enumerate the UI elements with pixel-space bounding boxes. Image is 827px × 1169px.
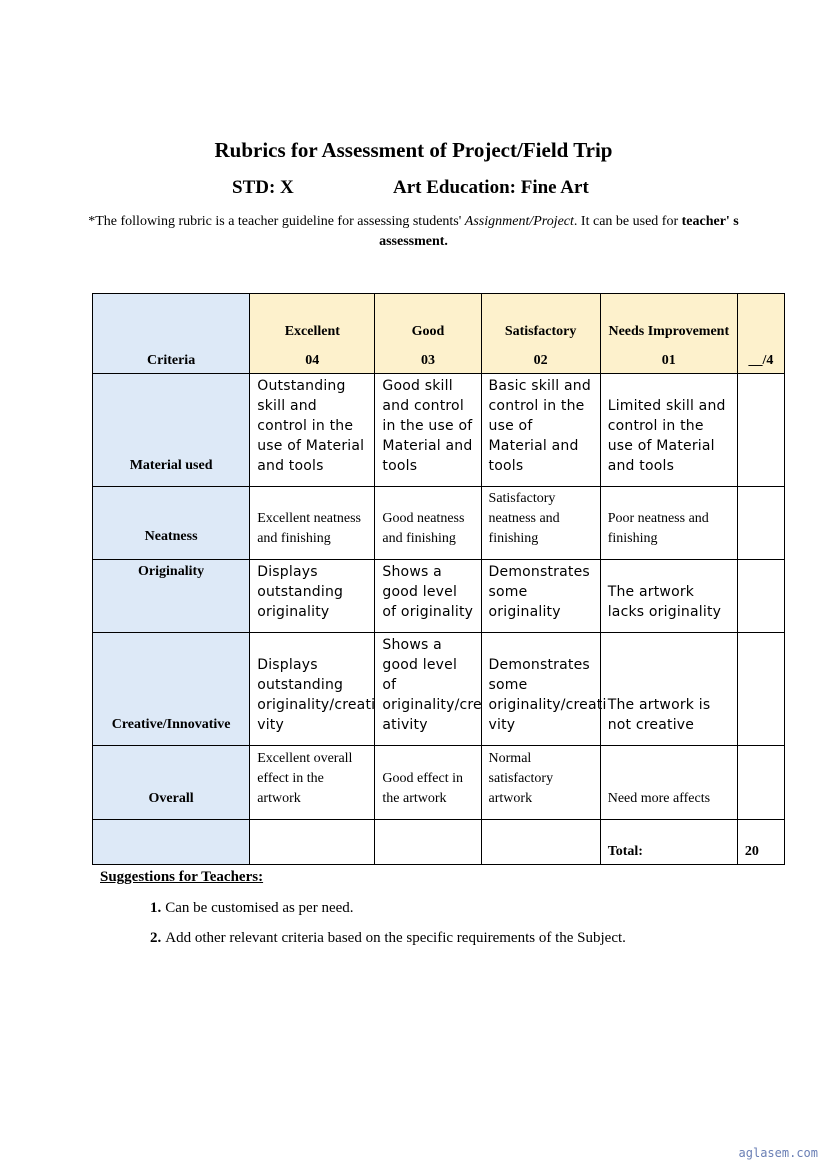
rubric-cell: Good skill and control in the use of Material and tools <box>375 374 481 487</box>
rubric-cell: Good neatness and finishing <box>375 487 481 560</box>
rubric-cell: Displays outstanding originality/creati vity <box>250 633 375 746</box>
rubric-cell: Excellent overall effect in the artwork <box>250 746 375 820</box>
level-header-satisfactory <box>481 294 600 374</box>
note-italic: Assignment/Project <box>464 214 574 229</box>
level-header-needs-improvement <box>600 294 737 374</box>
table-row <box>93 560 785 633</box>
table-row <box>93 633 785 746</box>
criterion-originality: Originality <box>93 560 250 633</box>
rubric-cell: Limited skill and control in the use of Material and tools <box>600 374 737 487</box>
total-label: Total: <box>600 820 737 865</box>
level-points: 04 <box>305 353 320 368</box>
score-cell <box>737 633 784 746</box>
total-row-blank <box>93 820 250 865</box>
rubric-cell: Normal satisfactory artwork <box>481 746 600 820</box>
total-value: 20 <box>737 820 784 865</box>
total-row-blank <box>250 820 375 865</box>
note-bold: teacher' s assessment. <box>379 214 739 249</box>
rubric-cell: The artwork is not creative <box>600 633 737 746</box>
rubric-cell: Displays outstanding originality <box>250 560 375 633</box>
criteria-header: Criteria <box>93 294 250 374</box>
item-text: Can be customised as per need. <box>165 900 354 916</box>
total-row-blank <box>375 820 481 865</box>
score-cell <box>737 746 784 820</box>
rubric-cell: Demonstrates some originality <box>481 560 600 633</box>
rubric-note <box>60 212 767 252</box>
total-row-blank <box>481 820 600 865</box>
rubric-cell: Satisfactory neatness and finishing <box>481 487 600 560</box>
watermark: aglasem.com <box>738 1146 818 1160</box>
level-points: 02 <box>533 353 548 368</box>
std-label: STD: X <box>232 177 294 198</box>
rubric-cell: Outstanding skill and control in the use of Material and tools <box>250 374 375 487</box>
table-row <box>93 487 785 560</box>
total-row <box>93 820 785 865</box>
level-header-good <box>375 294 481 374</box>
rubric-cell: Basic skill and control in the use of Material and tools <box>481 374 600 487</box>
level-header-excellent <box>250 294 375 374</box>
list-item <box>150 900 354 917</box>
note-prefix: *The following rubric is a teacher guideline for assessing students' <box>88 214 465 229</box>
subject-label: Art Education: Fine Art <box>393 177 589 198</box>
score-header: __/4 <box>737 294 784 374</box>
rubric-cell: Good effect in the artwork <box>375 746 481 820</box>
score-cell <box>737 487 784 560</box>
rubric-cell: Shows a good level of originality/cre ativity <box>375 633 481 746</box>
level-label: Satisfactory <box>504 324 577 339</box>
rubric-table <box>92 293 785 865</box>
level-points: 01 <box>661 353 676 368</box>
criterion-creative-innovative: Creative/Innovative <box>93 633 250 746</box>
score-cell <box>737 374 784 487</box>
rubric-cell: Need more affects <box>600 746 737 820</box>
level-label: Excellent <box>284 324 340 339</box>
table-row <box>93 374 785 487</box>
rubric-cell: Excellent neatness and finishing <box>250 487 375 560</box>
item-number: 2. <box>150 930 162 946</box>
rubric-cell: Shows a good level of originality <box>375 560 481 633</box>
table-row <box>93 746 785 820</box>
rubric-cell: Poor neatness and finishing <box>600 487 737 560</box>
item-text: Add other relevant criteria based on the specific requirements of the Subject. <box>165 930 626 946</box>
header-row <box>93 294 785 374</box>
suggestions-title: Suggestions for Teachers: <box>100 869 264 885</box>
list-item <box>150 930 626 947</box>
item-number: 1. <box>150 900 162 916</box>
criterion-material-used: Material used <box>93 374 250 487</box>
level-points: 03 <box>420 353 435 368</box>
rubric-cell: Demonstrates some originality/creati vity <box>481 633 600 746</box>
criterion-neatness: Neatness <box>93 487 250 560</box>
note-middle: . It can be used for <box>573 214 682 229</box>
criterion-overall: Overall <box>93 746 250 820</box>
rubric-cell: The artwork lacks originality <box>600 560 737 633</box>
document-title: Rubrics for Assessment of Project/Field Trip <box>214 138 613 162</box>
level-label: Good <box>411 324 445 339</box>
level-label: Needs Improvement <box>608 324 730 339</box>
score-cell <box>737 560 784 633</box>
